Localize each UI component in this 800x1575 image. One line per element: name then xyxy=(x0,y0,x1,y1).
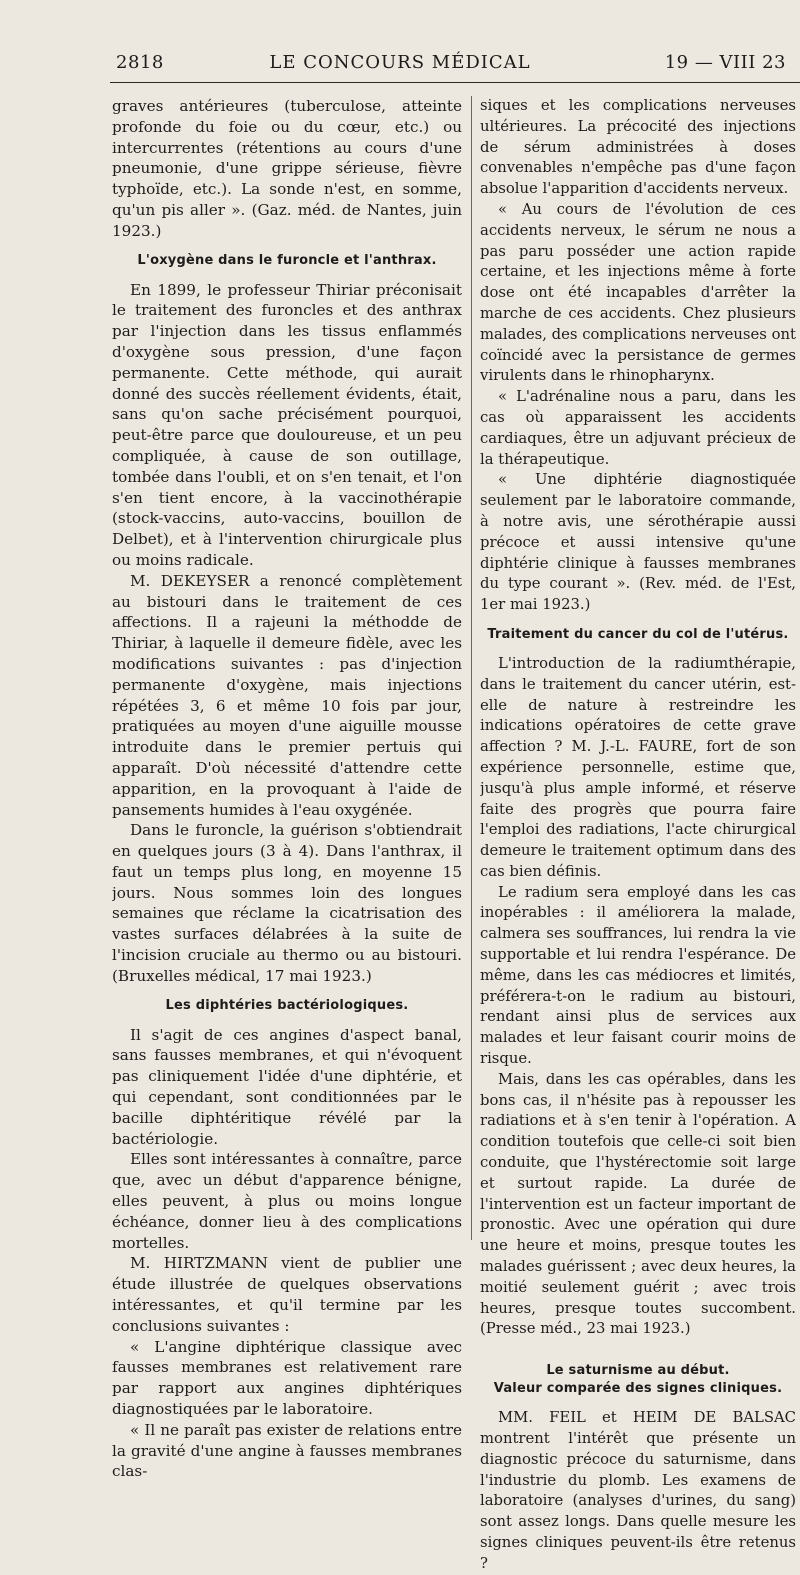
page-header xyxy=(0,52,800,86)
paragraph: Il s'agit de ces angines d'aspect banal, sans fausses membranes, et qui n'évoquent pas cliniquement l'idée d'une diphtérie, et qui cependant, sont conditionnées par le bacille diphtéritique révélé par la bactériologie. xyxy=(112,1025,462,1148)
section-heading xyxy=(480,1362,796,1398)
header-rule xyxy=(110,82,800,83)
paragraph: Mais, dans les cas opérables, dans les bons cas, il n'hésite pas à repousser les radiations et à s'en tenir à l'opération. A condition toutefois que celle-ci soit bien conduite, que l'hystérectomie soit large et surtout rapide. La durée de l'intervention est un facteur important de pronostic. Avec une opération qui dure une heure et moins, presque toutes les malades guérissent ; avec deux heures, la moitié seulement guérit ; avec trois heures, presque toutes succombent. (Presse méd., 23 mai 1923.) xyxy=(480,1070,796,1338)
section-heading-line: Le saturnisme au début. xyxy=(546,1363,730,1379)
paragraph: « L'adrénaline nous a paru, dans les cas où apparaissent les accidents cardiaques, être un adjuvant précieux de la thérapeutique. xyxy=(480,388,796,468)
paragraph: graves antérieures (tuberculose, atteinte profonde du foie ou du cœur, etc.) ou intercurrentes (rétentions au cours d'une pneumonie, d'une grippe sérieuse, fièvre typhoïde, etc.). La sonde n'est, en somme, qu'un pis aller ». (Gaz. méd. de Nantes, juin 1923.) xyxy=(112,97,462,240)
left-column xyxy=(112,96,462,1482)
paragraph: M. HIRTZMANN vient de publier une étude illustrée de quelques observations intéressantes, et qu'il termine par les conclusions suivantes : xyxy=(112,1254,462,1335)
paragraph: M. DEKEYSER a renoncé complètement au bistouri dans le traitement de ces affections. Il a rajeuni la méthodde de Thiriar, à laquelle il demeure fidèle, avec les modifications suivantes : pas d'injection permanente d'oxygène, mais injections répétées 3, 6 et même 10 fois par jour, pratiquées au moyen d'une aiguille mousse introduite dans le premier pertuis qui apparaît. D'où nécessité d'attendre cette apparition, en la provoquant à l'aide de pansements humides à l'eau oxygénée. xyxy=(112,571,462,819)
paragraph: Le radium sera employé dans les cas inopérables : il améliorera la malade, calmera ses souffrances, lui rendra la vie supportable et lui rendra l'espérance. De même, dans les cas médiocres et limités, préférera-t-on le radium au bistouri, rendant ainsi plus de services aux malades et leur faisant courir moins de risque. xyxy=(480,883,796,1068)
paragraph: « Une diphtérie diagnostiquée seulement par le laboratoire commande, à notre avis, une sérothérapie aussi précoce et aussi intensive qu'une diphtérie clinique à fausses membranes du type courant ». (Rev. méd. de l'Est, 1er mai 1923.) xyxy=(480,471,796,614)
section-heading: Les diphtéries bactériologiques. xyxy=(165,997,409,1013)
section-heading: L'oxygène dans le furoncle et l'anthrax. xyxy=(137,252,437,268)
section-heading-line: Valeur comparée des signes cliniques. xyxy=(493,1381,783,1397)
paragraph: En 1899, le professeur Thiriar préconisait le traitement des furoncles et des anthrax par l'injection dans les tissus enflammés d'oxygène sous pression, d'une façon permanente. Cette méthode, qui aurait donné des succès réellement évidents, était, sans qu'on sache précisément pourquoi, peut-être parce que douloureuse, et un peu compliquée, à cause de son outillage, tombée dans l'oubli, et on s'en tenait, et l'on s'en tient encore, à la vaccinothérapie (stock-vaccins, auto-vaccins, bouillon de Delbet), et à l'intervention chirurgicale plus ou moins radicale. xyxy=(112,280,462,569)
right-column xyxy=(480,96,796,1575)
paragraph: siques et les complications nerveuses ultérieures. La précocité des injections de sérum administrées à doses convenables n'empêche pas d'une façon absolue l'apparition d'accidents nerveux. xyxy=(480,97,796,198)
paragraph: « L'angine diphtérique classique avec fausses membranes est relativement rare par rapport aux angines diphtériques diagnostiquées par le laboratoire. xyxy=(112,1337,462,1419)
page-number: 2818 xyxy=(116,52,164,73)
paragraph: « Au cours de l'évolution de ces accidents nerveux, le sérum ne nous a pas paru posséder une action rapide certaine, et les injections même à forte dose ont été incapables d'arrêter la marche de ces accidents. Chez plusieurs malades, des complications nerveuses ont coïncidé avec la persistance de germes virulents dans le rhinopharynx. xyxy=(480,200,796,385)
paragraph: Dans le furoncle, la guérison s'obtiendrait en quelques jours (3 à 4). Dans l'anthrax, il faut un temps plus long, en moyenne 15 jours. Nous sommes loin des longues semaines que réclame la cicatrisation des vastes surfaces délabrées à la suite de l'incision cruciale au thermo ou au bistouri. (Bruxelles médical, 17 mai 1923.) xyxy=(112,821,462,985)
paragraph: « Il ne paraît pas exister de relations entre la gravité d'une angine à fausses membranes clas- xyxy=(112,1420,462,1481)
journal-title: LE CONCOURS MÉDICAL xyxy=(269,52,531,73)
paragraph: L'introduction de la radiumthérapie, dans le traitement du cancer utérin, est-elle de nature à restreindre les indications opératoires de cette grave affection ? M. J.-L. FAURE, fort de son expérience personnelle, estime que, jusqu'à plus ample informé, et réserve faite des progrès que pourra faire l'emploi des radiations, l'acte chirurgical demeure le traitement optimum dans des cas bien définis. xyxy=(480,654,796,880)
section-heading: Traitement du cancer du col de l'utérus. xyxy=(487,626,789,642)
column-divider xyxy=(471,96,472,1240)
issue-date: 19 — VIII 23 xyxy=(664,52,786,73)
paragraph: MM. FEIL et HEIM DE BALSAC montrent l'intérêt que présente un diagnostic précoce du saturnisme, dans l'industrie du plomb. Les examens de laboratoire (analyses d'urines, du sang) sont assez longs. Dans quelle mesure les signes cliniques peuvent-ils être retenus ? xyxy=(480,1409,796,1572)
paragraph: Elles sont intéressantes à connaître, parce que, avec un début d'apparence bénigne, elles peuvent, à plus ou moins longue échéance, donner lieu à des complications mortelles. xyxy=(112,1150,462,1252)
